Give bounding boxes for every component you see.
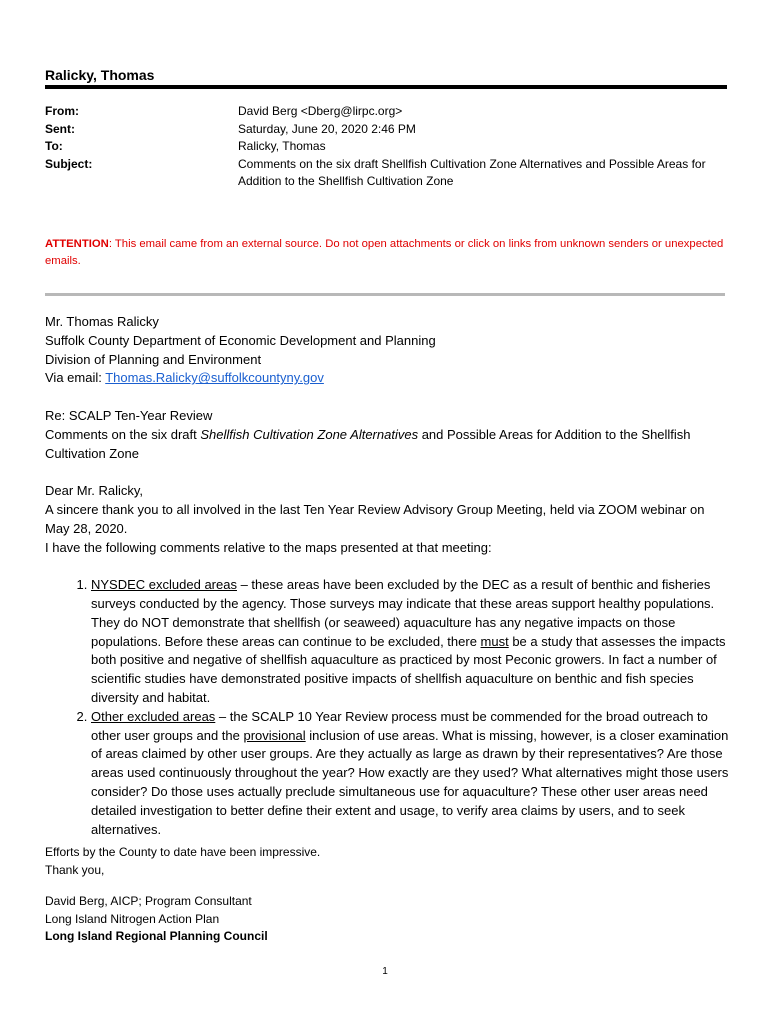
header-divider bbox=[45, 85, 727, 89]
re-subject-suffix: and Possible Areas for Addition to the Shellfish Cultivation Zone bbox=[45, 426, 691, 461]
sent-value: Saturday, June 20, 2020 2:46 PM bbox=[238, 121, 416, 136]
address-line-3: Division of Planning and Environment bbox=[45, 351, 262, 367]
closing-block bbox=[45, 844, 731, 946]
from-label: From: bbox=[45, 104, 79, 118]
sent-label: Sent: bbox=[45, 121, 75, 136]
warning-divider bbox=[45, 293, 725, 296]
email-link[interactable]: Thomas.Ralicky@suffolkcountyny.gov bbox=[105, 370, 324, 386]
subject-label: Subject: bbox=[45, 156, 93, 171]
comments-list bbox=[45, 576, 731, 839]
item-emphasis: provisional bbox=[243, 727, 306, 743]
signature-line-3: Long Island Regional Planning Council bbox=[45, 929, 268, 943]
re-line: Re: SCALP Ten-Year Review bbox=[45, 407, 213, 423]
thanks-paragraph: A sincere thank you to all involved in the last Ten Year Review Advisory Group Meeting, held via ZOOM webinar on May 28, 2020. bbox=[45, 501, 705, 536]
item-text-b: inclusion of use areas. What is missing, however, is a closer examination of areas claimed by other user groups. Are they actually as large as drawn by their representatives? Are those areas used continuously throughout the year? How exactly are they used? What alternatives might those users consider? Do those uses actually preclude simultaneous use for aquaculture? These other user areas need detailed investigation to better define their extent and usage, to verify area claims by users, and to seek alternatives. bbox=[91, 727, 729, 837]
item-text-a: – the SCALP 10 Year Review process must be commended for the broad outreach to other user groups and the bbox=[91, 708, 708, 743]
signature-line-2: Long Island Nitrogen Action Plan bbox=[45, 911, 220, 926]
to-value: Ralicky, Thomas bbox=[238, 139, 326, 153]
to-label: To: bbox=[45, 139, 63, 153]
email-header bbox=[45, 103, 735, 191]
re-subject bbox=[45, 426, 731, 464]
from-value: David Berg <Dberg@lirpc.org> bbox=[238, 104, 403, 118]
list-item bbox=[91, 708, 731, 840]
intro-paragraph: I have the following comments relative to the maps presented at that meeting: bbox=[45, 539, 492, 555]
address-line-2: Suffolk County Department of Economic Development and Planning bbox=[45, 332, 436, 348]
header-row-sent bbox=[45, 121, 735, 139]
attention-label: ATTENTION bbox=[45, 238, 109, 250]
closing-line-2: Thank you, bbox=[45, 862, 105, 877]
item-heading: NYSDEC excluded areas bbox=[91, 577, 237, 593]
item-emphasis: must bbox=[480, 633, 509, 649]
address-line-1: Mr. Thomas Ralicky bbox=[45, 314, 159, 329]
email-body bbox=[45, 299, 731, 839]
re-subject-italic: Shellfish Cultivation Zone Alternatives bbox=[200, 426, 419, 442]
header-row-from bbox=[45, 103, 735, 121]
item-text-a: – these areas have been excluded by the DEC as a result of benthic and fisheries surveys conducted by the agency. Those surveys may indicate that these areas support healthy populations. They do NOT demonstrate that shellfish (or seaweed) aquaculture has any negative impacts on those populations. Before these areas can continue to be excluded, there bbox=[91, 577, 715, 649]
header-row-to bbox=[45, 138, 735, 156]
via-email-prefix: Via email: bbox=[45, 370, 106, 386]
page-number: 1 bbox=[382, 966, 388, 977]
signature-line-1: David Berg, AICP; Program Consultant bbox=[45, 894, 252, 908]
attention-text: : This email came from an external source. Do not open attachments or click on links from unknown senders or unexpected emails. bbox=[45, 238, 724, 267]
subject-value: Comments on the six draft Shellfish Cultivation Zone Alternatives and Possible Areas for Addition to the Shellfish Cultivation Zone bbox=[238, 156, 706, 188]
re-subject-prefix: Comments on the six draft bbox=[45, 426, 201, 442]
item-text-b: be a study that assesses the impacts both positive and negative of shellfish aquaculture as practiced by most Peconic growers. In fact a number of scientific studies have demonstrated positive impacts of shellfish aquaculture on benthic and fish species diversity and habitat. bbox=[91, 633, 726, 705]
closing-line-1: Efforts by the County to date have been impressive. bbox=[45, 845, 321, 859]
external-email-warning bbox=[45, 236, 735, 269]
header-row-subject bbox=[45, 156, 735, 191]
salutation: Dear Mr. Ralicky, bbox=[45, 483, 143, 499]
address-via-email bbox=[45, 369, 731, 388]
sender-name: Ralicky, Thomas bbox=[45, 67, 155, 83]
item-heading: Other excluded areas bbox=[91, 708, 216, 724]
list-item bbox=[91, 576, 731, 708]
